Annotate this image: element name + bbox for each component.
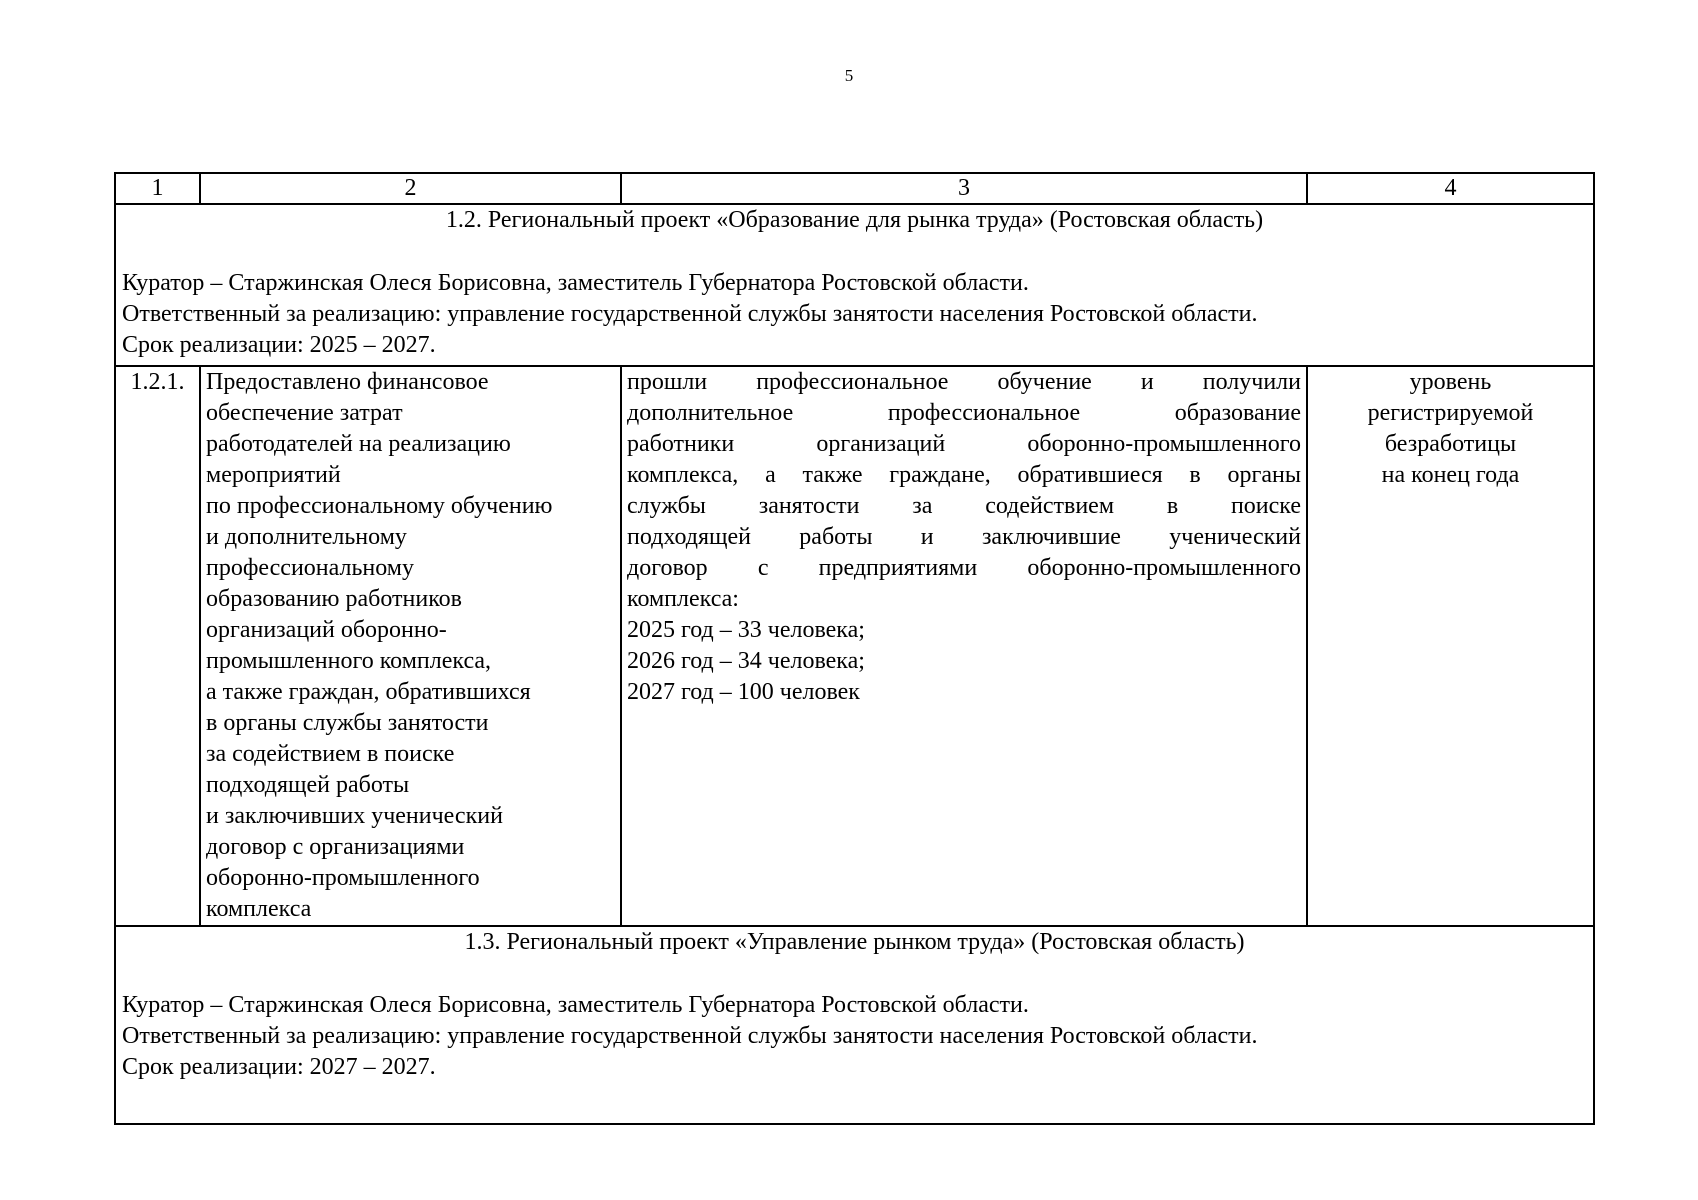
task-line: подходящей работы [206,772,410,798]
task-line: за содействием в поиске [206,741,455,767]
task-line: промышленного комплекса, [206,648,492,674]
section-1-2-responsible: Ответственный за реализацию: управление государственной службы занятости населения Ростовской области. [122,301,1258,327]
task-line: оборонно-промышленного [206,865,480,891]
task-line: Предоставлено финансовое [206,369,489,395]
result-line: прошли профессиональное обучение и получили [627,369,1301,395]
section-1-3-cell [115,926,1594,1124]
result-line: комплекса, а также граждане, обратившиеся в органы [627,462,1301,488]
indicator-cell [1307,366,1594,926]
task-cell [200,366,621,926]
indicator-line: на конец года [1381,462,1520,488]
section-1-2-curator: Куратор – Старжинская Олеся Борисовна, заместитель Губернатора Ростовской области. [122,270,1029,296]
task-line: и заключивших ученический [206,803,503,829]
section-1-3-responsible: Ответственный за реализацию: управление государственной службы занятости населения Ростовской области. [122,1023,1258,1049]
task-line: работодателей на реализацию [206,431,511,457]
result-line: договор с предприятиями оборонно-промышленного [627,555,1301,581]
task-line: организаций оборонно- [206,617,447,643]
column-number-3: 3 [621,173,1307,204]
task-line: обеспечение затрат [206,400,403,426]
table-row-1-2-1 [115,366,1594,926]
task-line: комплекса [206,896,312,922]
task-line: по профессиональному обучению [206,493,553,519]
section-spacer [122,957,1587,990]
result-cell [621,366,1307,926]
task-line: и дополнительному [206,524,407,550]
section-1-3-term: Срок реализации: 2027 – 2027. [122,1054,436,1080]
task-line: профессиональному [206,555,414,581]
result-line: службы занятости за содействием в поиске [627,493,1301,519]
task-line: образованию работников [206,586,462,612]
result-line: дополнительное профессиональное образование [627,400,1301,426]
section-1-2-cell [115,204,1594,366]
result-line: работники организаций оборонно-промышленного [627,431,1301,457]
section-spacer [122,235,1587,268]
section-row-1-2 [115,204,1594,366]
result-line: подходящей работы и заключившие ученический [627,524,1301,550]
section-1-2-term: Срок реализации: 2025 – 2027. [122,332,436,358]
section-1-3-title: 1.3. Региональный проект «Управление рынком труда» (Ростовская область) [464,929,1245,955]
task-line: мероприятий [206,462,341,488]
page-number: 5 [844,66,854,85]
section-1-3-curator: Куратор – Старжинская Олеся Борисовна, заместитель Губернатора Ростовской области. [122,992,1029,1018]
column-number-2: 2 [200,173,621,204]
indicator-line: уровень [1409,369,1492,395]
section-1-2-title: 1.2. Региональный проект «Образование для рынка труда» (Ростовская область) [445,207,1264,233]
result-year-2026: 2026 год – 34 человека; [627,648,865,674]
column-number-4: 4 [1307,173,1594,204]
result-line: комплекса: [627,586,739,612]
task-line: договор с организациями [206,834,465,860]
column-number-1: 1 [115,173,200,204]
row-number: 1.2.1. [115,366,200,926]
document-table [114,172,1595,1125]
result-year-2027: 2027 год – 100 человек [627,679,860,705]
result-year-2025: 2025 год – 33 человека; [627,617,865,643]
column-number-row [115,173,1594,204]
indicator-line: регистрируемой [1367,400,1534,426]
task-line: в органы службы занятости [206,710,489,736]
indicator-line: безработицы [1384,431,1517,457]
section-row-1-3 [115,926,1594,1124]
task-line: а также граждан, обратившихся [206,679,531,705]
